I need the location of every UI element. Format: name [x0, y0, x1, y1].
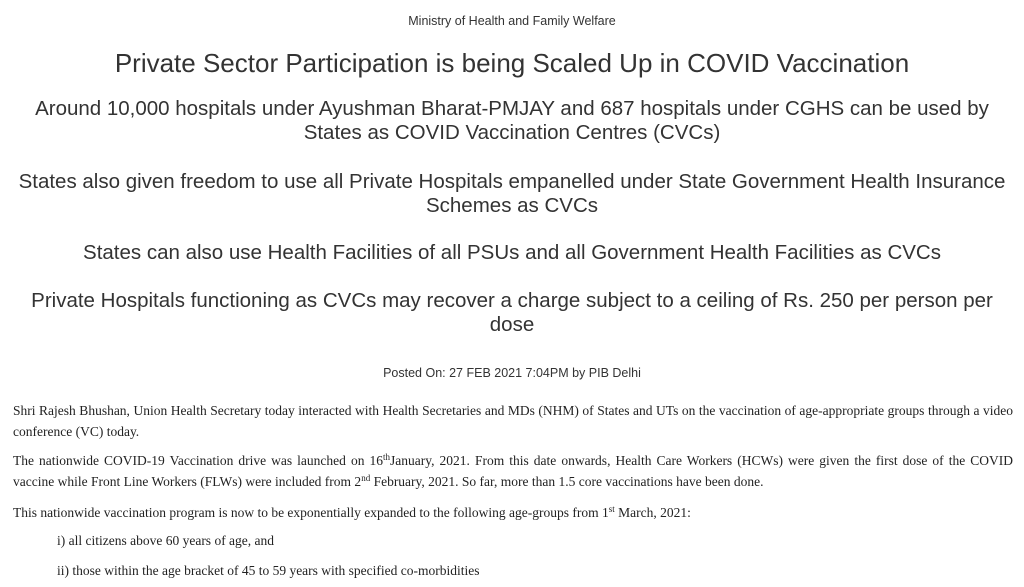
subheading-psus: States can also use Health Facilities of all PSUs and all Government Health Facilities as CVCs	[83, 241, 941, 264]
subheading-charge-ceiling: Private Hospitals functioning as CVCs may recover a charge subject to a ceiling of Rs. 250 per person per dose	[31, 289, 993, 336]
ministry-name: Ministry of Health and Family Welfare	[408, 14, 616, 28]
paragraph-intro: Shri Rajesh Bhushan, Union Health Secretary today interacted with Health Secretaries and MDs (NHM) of States and UTs on the vaccination of age-appropriate groups through a video conference (VC) today.	[13, 403, 1013, 439]
paragraph-launch-part1: The nationwide COVID-19 Vaccination drive was launched on 16	[13, 453, 383, 468]
superscript-th: th	[383, 452, 391, 462]
paragraph-expansion-part1: This nationwide vaccination program is now to be exponentially expanded to the following age-groups from 1	[13, 505, 609, 520]
paragraph-expansion-part2: March, 2021:	[614, 505, 691, 520]
subheading-hospitals: Around 10,000 hospitals under Ayushman Bharat-PMJAY and 687 hospitals under CGHS can be used by States as COVID Vaccination Centres (CVCs)	[35, 97, 989, 144]
superscript-st: st	[608, 504, 615, 514]
posted-date: Posted On: 27 FEB 2021 7:04PM by PIB Delhi	[383, 366, 641, 380]
paragraph-launch-part3: February, 2021. So far, more than 1.5 core vaccinations have been done.	[370, 474, 764, 489]
list-item: ii) those within the age bracket of 45 to 59 years with specified co-morbidities	[57, 563, 480, 578]
paragraph-expansion	[13, 502, 1013, 523]
subheading-private-hospitals: States also given freedom to use all Private Hospitals empanelled under State Government Health Insurance Schemes as CVCs	[18, 170, 1006, 217]
paragraph-launch	[13, 450, 1013, 492]
paragraph-launch-part2: January, 2021. From this date onwards, Health Care Workers (HCWs) were given the first dose of the COVID vaccine while Front Line Workers (FLWs) were included from 2	[13, 453, 1013, 489]
superscript-nd: nd	[361, 473, 371, 483]
page-title: Private Sector Participation is being Scaled Up in COVID Vaccination	[114, 48, 910, 78]
list-item: i) all citizens above 60 years of age, and	[57, 533, 275, 548]
